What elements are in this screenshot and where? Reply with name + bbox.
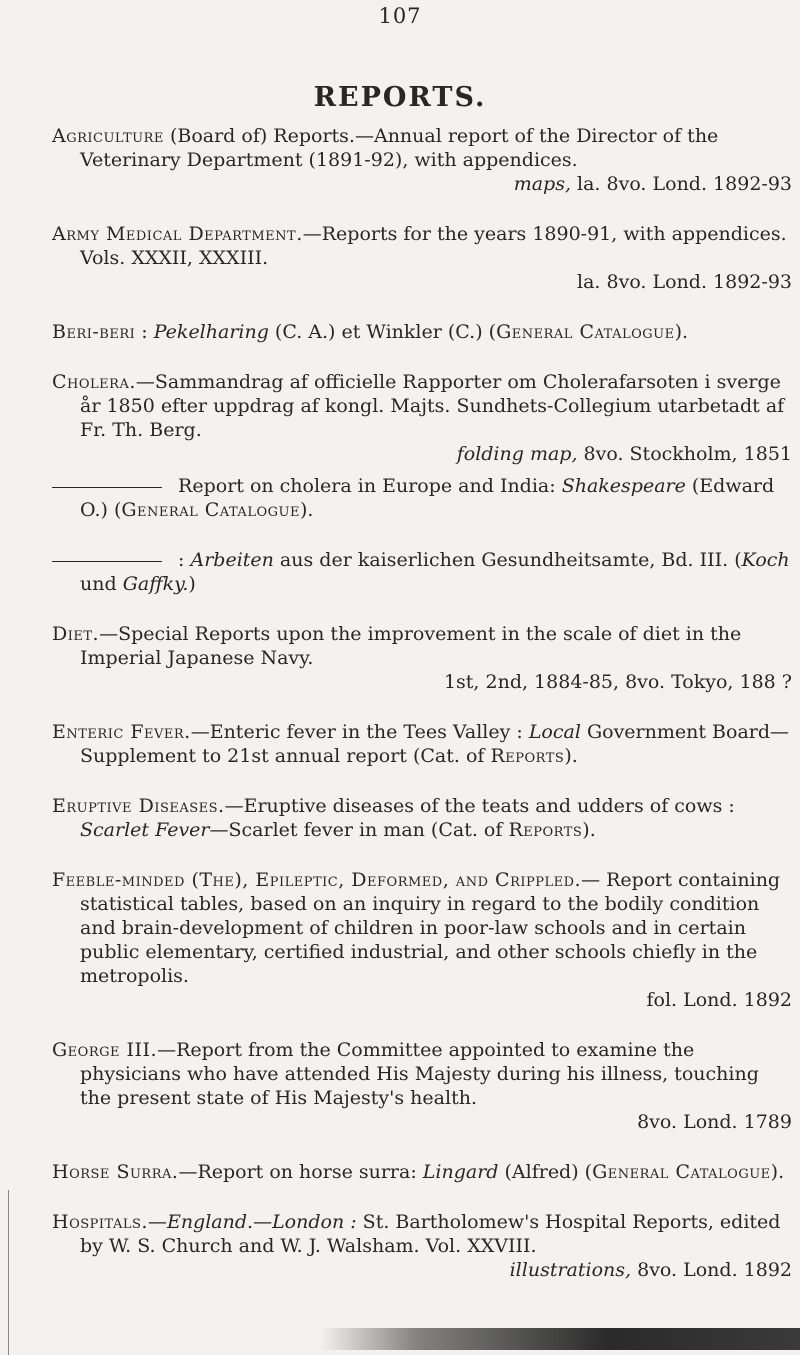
entry-text: Report on cholera in Europe and India: xyxy=(172,475,562,497)
entry-text: —Report on horse surra: xyxy=(178,1161,423,1183)
entry-text: ). xyxy=(674,321,689,343)
entry-army-medical xyxy=(52,222,792,294)
imprint-illustration: illustrations, xyxy=(509,1259,632,1281)
catalogue-entries xyxy=(52,124,792,1308)
entry-text: ). xyxy=(564,745,578,767)
entry-text: (Board of) Reports.—Annual report of the Director of the Veterinary Department (1891-92), with appendices. xyxy=(80,125,719,171)
entry-author: Pekelharing xyxy=(153,321,269,343)
entry-enteric-fever xyxy=(52,720,792,768)
imprint-text: 8vo. Stockholm, 1851 xyxy=(577,443,792,465)
entry-head: Horse Surra. xyxy=(52,1161,179,1183)
entry-imprint: 1st, 2nd, 1884-85, 8vo. Tokyo, 188 ? xyxy=(443,671,792,693)
entry-text: aus der kaiserlichen Gesundheitsamte, Bd. III. ( xyxy=(273,549,742,571)
entry-text: ). xyxy=(582,819,596,841)
imprint-text: la. 8vo. Lond. 1892-93 xyxy=(570,173,792,195)
entry-agriculture xyxy=(52,124,792,196)
entry-cholera xyxy=(52,370,792,466)
entry-horse-surra xyxy=(52,1160,792,1184)
entry-head: Feeble-minded (The), Epileptic, Deformed, and Crippled. xyxy=(52,869,582,891)
entry-text: (C. A.) et Winkler (C.) ( xyxy=(268,321,497,343)
entry-head: Army Medical Department. xyxy=(52,223,303,245)
entry-head: Eruptive Diseases. xyxy=(52,795,225,817)
entry-hospitals xyxy=(52,1210,792,1282)
entry-head: Hospitals. xyxy=(52,1211,148,1233)
entry-diet xyxy=(52,622,792,694)
entry-text: und xyxy=(80,573,123,595)
entry-title: Local xyxy=(528,721,581,743)
page-edge-line xyxy=(8,1190,9,1355)
entry-head: Agriculture xyxy=(52,125,164,147)
entry-text: —Enteric fever in the Tees Valley : xyxy=(190,721,529,743)
entry-text: —Sammandrag af officielle Rapporter om Cholerafarsoten i sverge år 1850 efter uppdrag af kongl. Majts. Sundhets-Collegium utarbetadt af Fr. Th. Berg. xyxy=(80,371,785,441)
entry-head: Diet. xyxy=(52,623,100,645)
entry-text: St. Bartholomew's Hospital Reports, edited by W. S. Church and W. J. Walsham. Vol. XXVIII. xyxy=(80,1211,781,1257)
entry-text: Government Board—Supplement to 21st annual report (Cat. of xyxy=(80,721,790,767)
entry-author: Gaffky. xyxy=(122,573,189,595)
entry-text: (Edward O.) ( xyxy=(80,475,775,521)
entry-imprint xyxy=(80,1258,792,1282)
entry-text: ). xyxy=(299,499,314,521)
entry-text: ). xyxy=(770,1161,785,1183)
entry-cholera-arbeiten xyxy=(52,548,792,596)
entry-text: — xyxy=(147,1211,167,1233)
imprint-illustration: maps, xyxy=(513,173,571,195)
entry-reference: General Catalogue xyxy=(592,1161,771,1183)
entry-reference: General Catalogue xyxy=(121,499,300,521)
entry-imprint: la. 8vo. Lond. 1892-93 xyxy=(577,271,792,293)
entry-head: Enteric Fever. xyxy=(52,721,191,743)
entry-text: —Report from the Committee appointed to examine the physicians who have attended His Majesty during his illness, touching the present state of His Majesty's health. xyxy=(80,1039,759,1109)
entry-text: —Eruptive diseases of the teats and udders of cows : xyxy=(224,795,735,817)
binding-shadow xyxy=(320,1328,800,1350)
entry-feeble-minded xyxy=(52,868,792,1012)
entry-george-iii xyxy=(52,1038,792,1134)
entry-author: Shakespeare xyxy=(561,475,686,497)
page-heading: REPORTS. xyxy=(313,82,487,113)
entry-text: —Special Reports upon the improvement in the scale of diet in the Imperial Japanese Navy. xyxy=(80,623,742,669)
entry-reference: Reports xyxy=(490,745,565,767)
entry-text: —Scarlet fever in man (Cat. of xyxy=(209,819,509,841)
entry-text: — Report containing statistical tables, based on an inquiry in regard to the bodily condition and brain-development of children in poor-law schools and in certain public elementary, certified industrial, and other schools chiefly in the metropolis. xyxy=(80,869,781,987)
entry-head: George III. xyxy=(52,1039,158,1061)
ditto-dash xyxy=(52,561,162,562)
entry-reference: Reports xyxy=(508,819,583,841)
ditto-dash xyxy=(52,487,162,488)
entry-cholera-report xyxy=(52,474,792,522)
entry-author: Lingard xyxy=(422,1161,499,1183)
entry-head: Beri-beri xyxy=(52,321,136,343)
entry-title: Scarlet Fever xyxy=(80,819,210,841)
entry-imprint xyxy=(80,442,792,466)
entry-eruptive-diseases xyxy=(52,794,792,842)
entry-head: Cholera. xyxy=(52,371,136,393)
entry-title: Arbeiten xyxy=(190,549,274,571)
entry-title: England.—London : xyxy=(166,1211,357,1233)
entry-reference: General Catalogue xyxy=(496,321,675,343)
entry-text: : xyxy=(135,321,154,343)
entry-text: (Alfred) ( xyxy=(498,1161,593,1183)
entry-imprint: fol. Lond. 1892 xyxy=(646,989,792,1011)
entry-author: Koch xyxy=(741,549,790,571)
entry-imprint xyxy=(80,172,792,196)
entry-text: : xyxy=(172,549,191,571)
entry-text: ) xyxy=(188,573,196,595)
entry-beri-beri xyxy=(52,320,792,344)
entry-text: —Reports for the years 1890-91, with appendices. Vols. XXXII, XXXIII. xyxy=(80,223,787,269)
imprint-illustration: folding map, xyxy=(456,443,578,465)
imprint-text: 8vo. Lond. 1892 xyxy=(631,1259,792,1281)
page-number: 107 xyxy=(378,4,422,28)
entry-imprint: 8vo. Lond. 1789 xyxy=(637,1111,792,1133)
